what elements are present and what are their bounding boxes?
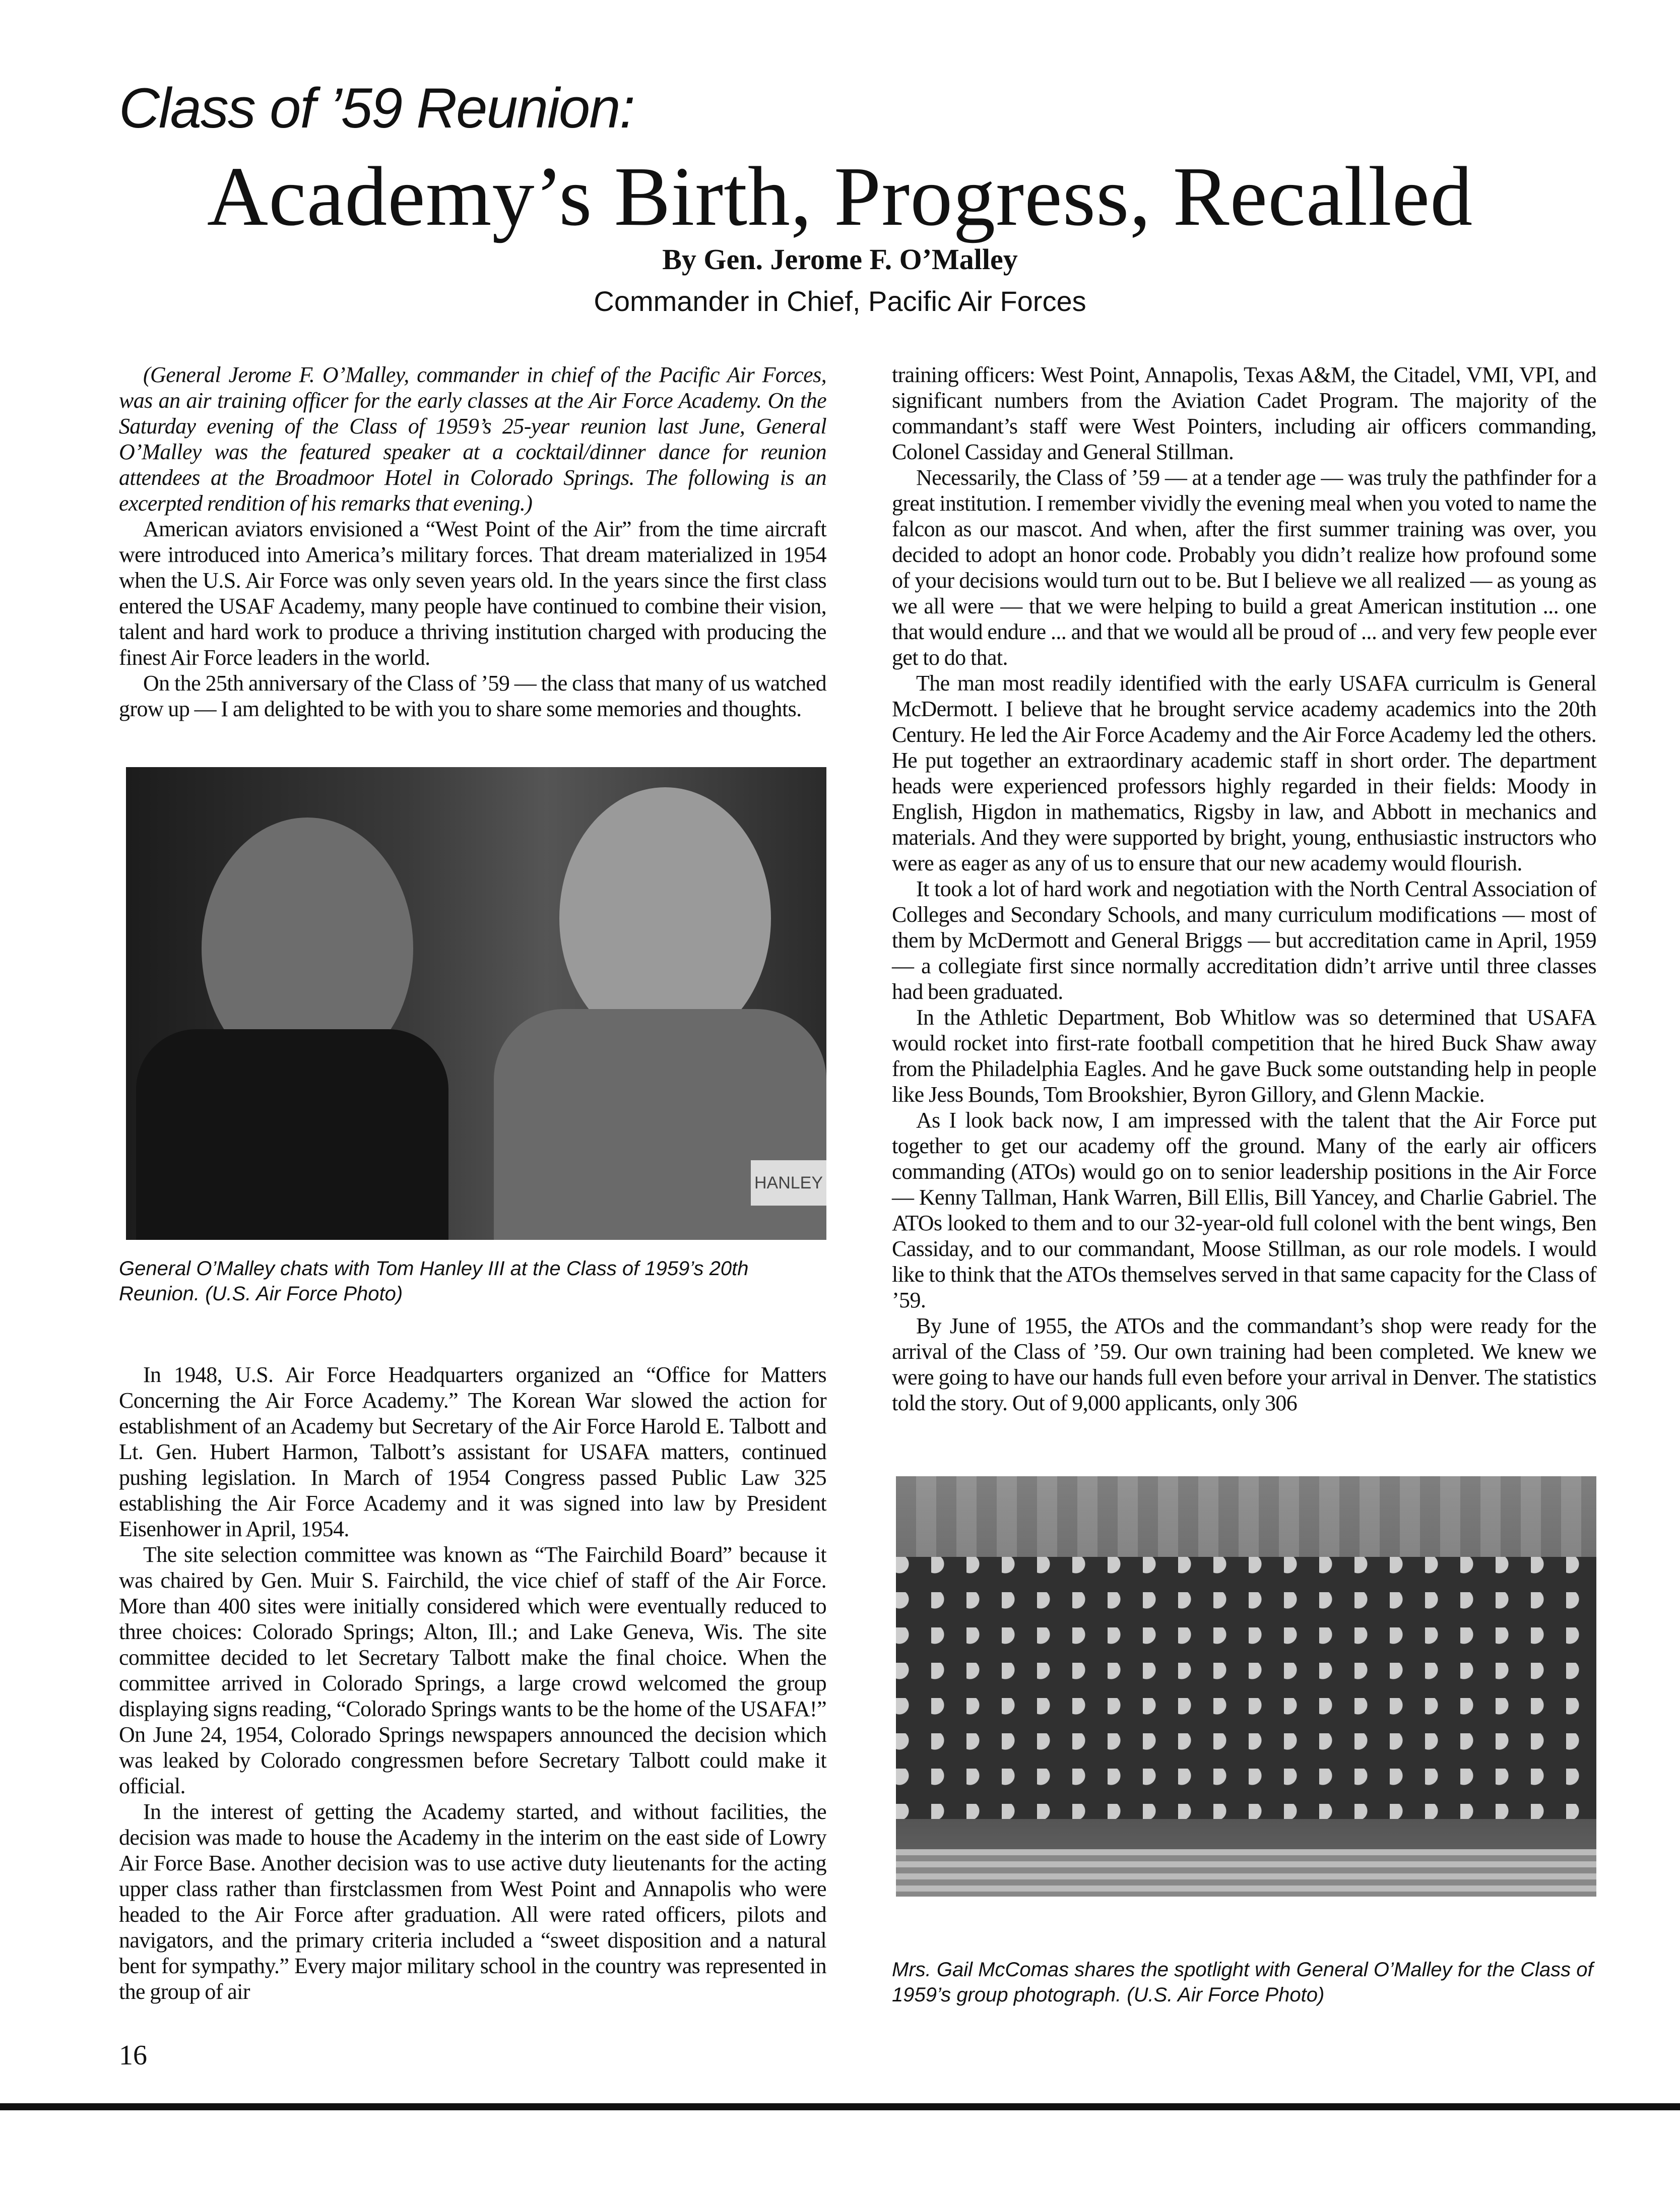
paragraph: In 1948, U.S. Air Force Headquarters organized an “Office for Matters Concerning the Air Force Academy.” The Korean War slowed the action for establishment of an Academy but Secretary of the Air Force Harold E. Talbott and Lt. Gen. Hubert Harmon, Talbott’s assistant for USAFA matters, continued pushing legislation. In March of 1954 Congress passed Public Law 325 establishing the Air Force Academy and it was signed into law by President Eisenhower in April, 1954. — [119, 1362, 826, 1541]
paragraph: As I look back now, I am impressed with the talent that the Air Force put together to get our academy off the ground. Many of the early air officers commanding (ATOs) would go on to senior leadership positions in the Air Force — Kenny Tallman, Hank Warren, Bill Ellis, Bill Yancey, and Charlie Gabriel. The ATOs looked to them and to our 32-year-old full colonel with the bent wings, Ben Cassiday, and to our commandant, Moose Stillman, as our role models. I would like to think that the ATOs themselves served in that same capacity for the Class of ’59. — [892, 1108, 1596, 1312]
photo-steps — [896, 1849, 1596, 1897]
paragraph: training officers: West Point, Annapolis, Texas A&M, the Citadel, VMI, VPI, and significant numbers from the Aviation Cadet Program. The majority of the commandant’s staff were West Pointers, including air officers commanding, Colonel Cassiday and General Stillman. — [892, 362, 1596, 464]
paragraph: The man most readily identified with the early USAFA curriculm is General McDermott. I believe that he brought service academy academics into the 20th Century. He led the Air Force Academy and the Air Force Academy led the others. He put together an extraordinary academic staff in short order. The department heads were experienced professors highly regarded in their fields: Moody in English, Higdon in mathematics, Rigsby in law, and Abbott in mechanics and materials. And they were supported by bright, young, enthusiastic instructors who were as eager as any of us to ensure that our new academy would flourish. — [892, 671, 1596, 875]
paragraph: It took a lot of hard work and negotiation with the North Central Association of Colleges and Secondary Schools, and many curriculum modifications — most of them by McDermott and General Briggs — but accreditation came in April, 1959 — a collegiate first since normally accreditation didn’t arrive until three classes had been graduated. — [892, 876, 1596, 1004]
photo1-caption: General O’Malley chats with Tom Hanley III at the Class of 1959’s 20th Reunion. (U.S. Air Force Photo) — [119, 1258, 749, 1305]
byline-title: Commander in Chief, Pacific Air Forces — [594, 285, 1086, 317]
page-number: 16 — [119, 2040, 147, 2071]
paragraph: By June of 1955, the ATOs and the commandant’s shop were ready for the arrival of the Class of ’59. Our own training had been completed. We knew we were going to have our hands full even before your arrival in Denver. The statistics told the story. Out of 9,000 applicants, only 306 — [892, 1313, 1596, 1415]
right-column — [892, 362, 1596, 2007]
article-header — [0, 0, 1680, 362]
photo2-caption: Mrs. Gail McComas shares the spotlight with General O’Malley for the Class of 1959’s group photograph. (U.S. Air Force Photo) — [892, 1959, 1593, 2006]
photo-building — [896, 1476, 1596, 1567]
photo-uniform — [136, 1029, 448, 1240]
article-headline: Academy’s Birth, Progress, Recalled — [207, 150, 1473, 243]
paragraph: In the Athletic Department, Bob Whitlow was so determined that USAFA would rocket into first-rate football competition that he hired Buck Shaw away from the Philadelphia Eagles. And he gave Buck some outstanding help in people like Jess Bounds, Tom Brookshier, Byron Gillory, and Glenn Mackie. — [892, 1005, 1596, 1107]
paragraph: The site selection committee was known as “The Fairchild Board” because it was chaired by Gen. Muir S. Fairchild, the vice chief of staff of the Air Force. More than 400 sites were initially considered which were eventually reduced to three choices: Colorado Springs; Alton, Ill.; and Lake Geneva, Wis. The site committee decided to let Secretary Talbott make the final choice. When the committee arrived in Colorado Springs, a large crowd welcomed the group displaying signs reading, “Colorado Springs wants to be the home of the USAFA!” On June 24, 1954, Colorado Springs newspapers announced the decision which was leaked by Colorado congressmen before Secretary Talbott could make it official. — [119, 1542, 826, 1798]
bottom-rule — [0, 2103, 1680, 2110]
byline: By Gen. Jerome F. O’Malley — [662, 243, 1018, 276]
paragraph: On the 25th anniversary of the Class of ’59 — the class that many of us watched grow up — I am delighted to be with you to share some memories and thoughts. — [119, 671, 826, 721]
left-column-top — [119, 362, 826, 722]
paragraph: American aviators envisioned a “West Point of the Air” from the time aircraft were introduced into America’s military forces. That dream materialized in 1954 when the U.S. Air Force was only seven years old. In the years since the first class entered the USAF Academy, many people have continued to combine their vision, talent and hard work to produce a thriving institution charged with producing the finest Air Force leaders in the world. — [119, 517, 826, 670]
paragraph: In the interest of getting the Academy started, and without facilities, the decision was made to house the Academy in the interim on the east side of Lowry Air Force Base. Another decision was to use active duty lieutenants for the acting upper class rather than firstclassmen from West Point and Annapolis who were headed to the Air Force after graduation. All were rated officers, pilots and navigators, and the primary criteria included a “sweet disposition and a natural bent for sympathy.” Every major military school in the country was represented in the group of air — [119, 1799, 826, 2004]
intro-paragraph: (General Jerome F. O’Malley, commander in chief of the Pacific Air Forces, was an air training officer for the early classes at the Air Force Academy. On the Saturday evening of the Class of 1959’s 25-year reunion last June, General O’Malley was the featured speaker at a cocktail/dinner dance for reunion attendees at the Broadmoor Hotel in Colorado Springs. The following is an excerpted rendition of his remarks that evening.) — [119, 362, 826, 516]
name-badge: HANLEY — [751, 1160, 826, 1206]
article-kicker: Class of ’59 Reunion: — [119, 77, 634, 140]
photo-crowd — [896, 1557, 1596, 1819]
photo-class-group — [896, 1476, 1596, 1897]
right-column-text — [892, 362, 1596, 1416]
left-column — [119, 362, 826, 2004]
left-column-bottom — [119, 1362, 826, 2004]
photo-omalley-hanley — [126, 767, 826, 1240]
page-footer — [0, 2007, 1680, 2073]
paragraph: Necessarily, the Class of ’59 — at a tender age — was truly the pathfinder for a great institution. I remember vividly the evening meal when you voted to name the falcon as our mascot. And when, after the first summer training was over, you decided to adopt an honor code. Probably you didn’t realize how profound some of your decisions would turn out to be. But I believe we all realized — as young as we all were — that we were helping to build a great American institution ... one that would endure ... and that we would all be proud of ... and very few people ever get to do that. — [892, 465, 1596, 670]
article-body — [0, 362, 1680, 2007]
